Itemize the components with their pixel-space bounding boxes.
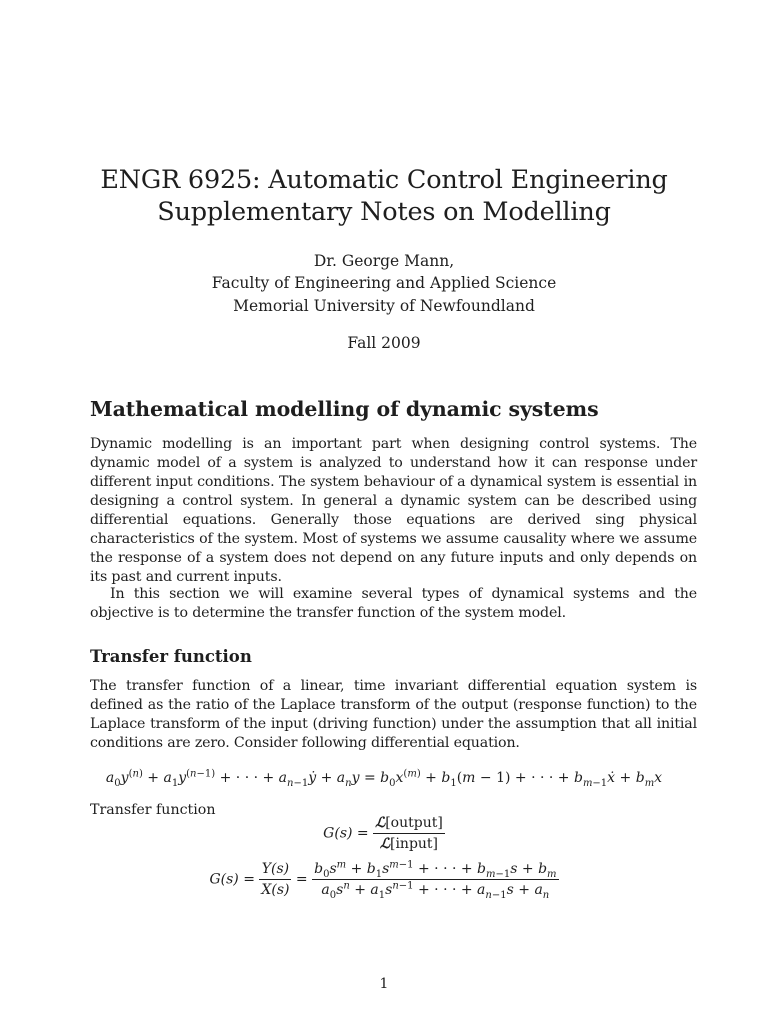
author-name: Dr. George Mann, (313, 252, 455, 270)
transfer-function-polynomial (0, 860, 768, 899)
laplace-output: [output] (385, 815, 443, 831)
output-input-fraction (259, 860, 291, 899)
document-date: Fall 2009 (347, 334, 421, 352)
section-paragraph-2: In this section we will examine several types of dynamical systems and the objective is to determine the transfer function of the system model. (90, 586, 697, 621)
section-heading: Mathematical modelling of dynamic systems (90, 397, 599, 421)
differential-equation: $a_0y^{(n)} + a_1y^{(n-1)}$ + · · · + $a_{n-1}ẏ + a_ny = b_0x^{(m)} + b_1(m - 1)$ + · · · + $b_{m-1}ẋ + b_mx$ (105, 768, 663, 789)
document-title-line2: Supplementary Notes on Modelling (157, 197, 611, 227)
transfer-function-definition (0, 814, 768, 853)
subsection-paragraph: The transfer function of a linear, time invariant differential equation system is defined as the ratio of the Laplace transform of the output (response function) to the Laplace transform of the input (driving function) under the assumption that all initial conditions are zero. Consider following differential equation. (90, 678, 697, 751)
polynomial-fraction: $\frac{b_0s^m + b_1s^{m-1} + \cdot \cdot \cdot + b_{m-1}s + b_m}{a_0s^n + a_1s^{n-1} + \cdot \cdot \cdot + a_{n-1}s + a_n}$ (314, 859, 557, 901)
laplace-input: [input] (389, 836, 439, 852)
eq3-numerator: Y(s) (259, 860, 291, 880)
laplace-fraction: $\frac{\text{ℒ[output]}}{\text{ℒ[input]}}$ (375, 815, 443, 852)
eq2-lhs: G(s) = (323, 825, 369, 842)
eq3-denominator: X(s) (261, 882, 290, 898)
page-number: 1 (379, 976, 389, 992)
subsection-heading: Transfer function (90, 647, 252, 666)
eq3-lhs: G(s) = (209, 871, 255, 888)
author-faculty: Faculty of Engineering and Applied Science (211, 274, 557, 292)
section-paragraph-1: Dynamic modelling is an important part when designing control systems. The dynamic model of a system is analyzed to understand how it can response under different input conditions. The system behaviour of a dynamical system is essential in designing a control system. In general a dynamic system can be described using differential equations. Generally those equations are derived sing physical characteristics of the system. Most of systems we assume causality where we assume the response of a system does not depend on any future inputs and only depends on its past and current inputs. (90, 436, 697, 585)
document-title-line1: ENGR 6925: Automatic Control Engineering (100, 165, 668, 195)
transfer-function-label: Transfer function (90, 802, 216, 818)
eq3-equals: = (295, 871, 308, 888)
author-university: Memorial University of Newfoundland (233, 297, 535, 315)
